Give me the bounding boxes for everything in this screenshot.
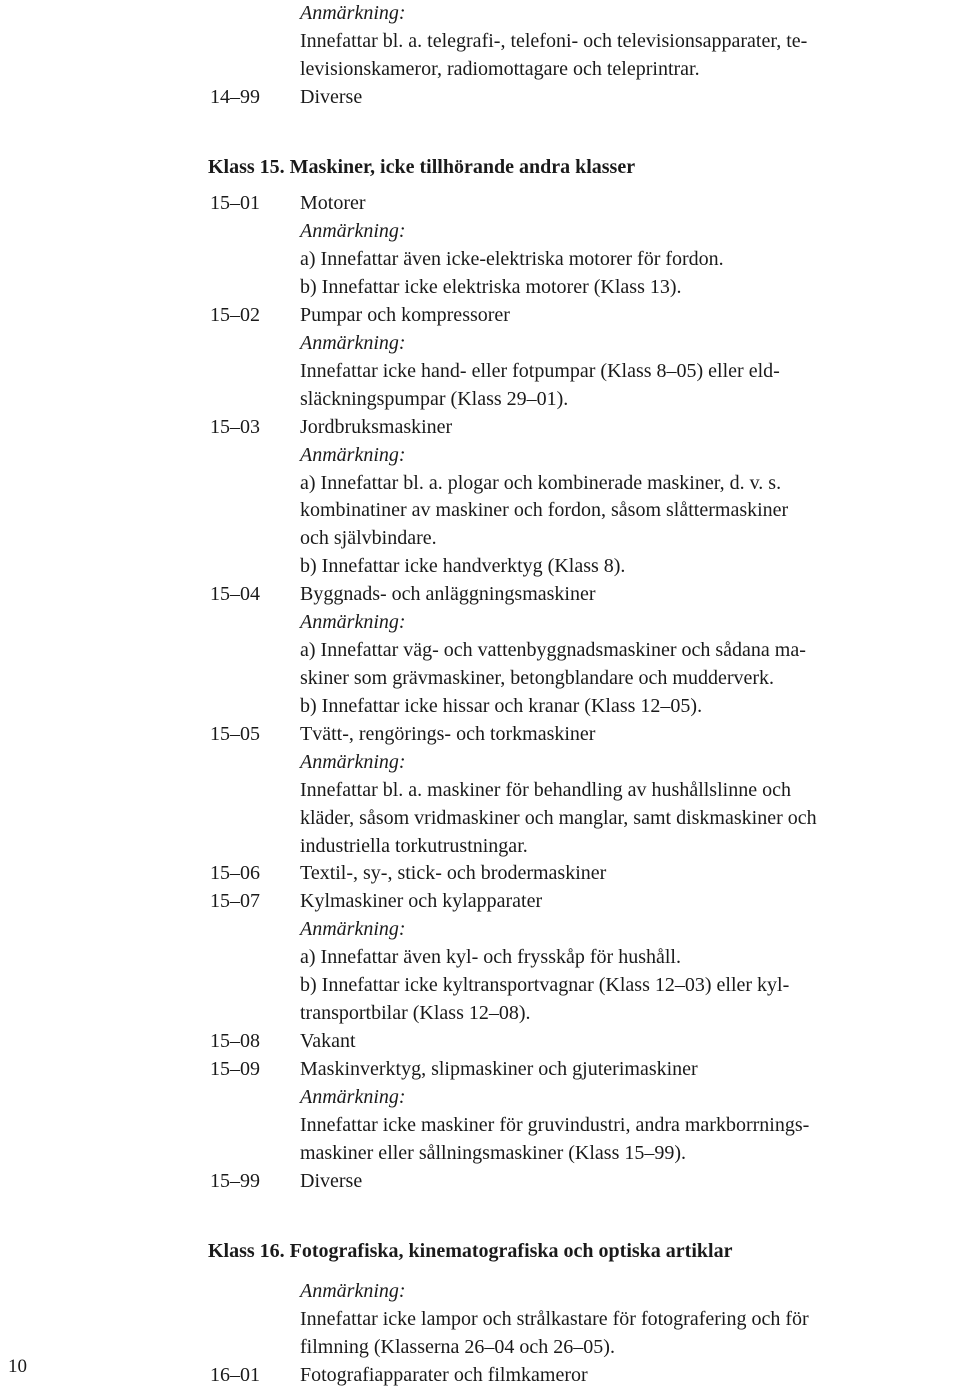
text-line	[0, 695, 960, 723]
note-label: Anmärkning:	[300, 220, 406, 242]
text-line	[0, 360, 960, 388]
note-heading-line	[0, 2, 960, 30]
note-heading-line	[0, 1280, 960, 1308]
entry-title: Pumpar och kompressorer	[300, 304, 510, 326]
entry-title: Maskinverktyg, slipmaskiner och gjuterimaskiner	[300, 1058, 698, 1080]
class-heading	[0, 1240, 960, 1268]
text-line	[0, 276, 960, 304]
entry-code: 15–03	[210, 416, 260, 438]
class-entry	[0, 1030, 960, 1058]
note-text: b) Innefattar icke kyltransportvagnar (Klass 12–03) eller kyl-	[300, 974, 790, 996]
note-text: a) Innefattar väg- och vattenbyggnadsmaskiner och sådana ma-	[300, 639, 806, 661]
note-text: b) Innefattar icke handverktyg (Klass 8).	[300, 555, 626, 577]
note-text: b) Innefattar icke elektriska motorer (Klass 13).	[300, 276, 682, 298]
note-label: Anmärkning:	[300, 751, 406, 773]
class-entry	[0, 890, 960, 918]
class-entry	[0, 1058, 960, 1086]
note-text: Innefattar icke hand- eller fotpumpar (Klass 8–05) eller eld-	[300, 360, 780, 382]
note-label: Anmärkning:	[300, 918, 406, 940]
class-entry	[0, 192, 960, 220]
class-entry	[0, 1170, 960, 1198]
note-text: filmning (Klasserna 26–04 och 26–05).	[300, 1336, 615, 1358]
text-line	[0, 499, 960, 527]
class-entry	[0, 86, 960, 114]
note-text: maskiner eller sållningsmaskiner (Klass 15–99).	[300, 1142, 687, 1164]
note-text: a) Innefattar bl. a. plogar och kombinerade maskiner, d. v. s.	[300, 472, 782, 494]
entry-code: 15–09	[210, 1058, 260, 1080]
text-line	[0, 835, 960, 863]
text-line	[0, 1114, 960, 1142]
note-label: Anmärkning:	[300, 444, 406, 466]
note-text: släckningspumpar (Klass 29–01).	[300, 388, 569, 410]
note-heading-line	[0, 1086, 960, 1114]
note-text: transportbilar (Klass 12–08).	[300, 1002, 531, 1024]
text-line	[0, 472, 960, 500]
entry-title: Diverse	[300, 86, 363, 108]
note-text: kombinatiner av maskiner och fordon, såsom slåttermaskiner	[300, 499, 789, 521]
text-line	[0, 527, 960, 555]
note-text: Innefattar icke lampor och strålkastare för fotografering och för	[300, 1308, 809, 1330]
entry-title: Vakant	[300, 1030, 356, 1052]
entry-title: Byggnads- och anläggningsmaskiner	[300, 583, 596, 605]
note-text: Innefattar bl. a. maskiner för behandling av hushållslinne och	[300, 779, 791, 801]
entry-code: 15–02	[210, 304, 260, 326]
entry-code: 15–06	[210, 862, 260, 884]
text-line	[0, 555, 960, 583]
entry-code: 15–08	[210, 1030, 260, 1052]
entry-code: 16–01	[210, 1364, 260, 1386]
class-entry	[0, 723, 960, 751]
class-entry	[0, 1364, 960, 1392]
text-line	[0, 30, 960, 58]
text-line	[0, 974, 960, 1002]
text-line	[0, 946, 960, 974]
note-text: a) Innefattar även icke-elektriska motorer för fordon.	[300, 248, 724, 270]
note-text: a) Innefattar även kyl- och frysskåp för hushåll.	[300, 946, 681, 968]
note-text: Innefattar bl. a. telegrafi-, telefoni- och televisionsapparater, te-	[300, 30, 808, 52]
entry-title: Jordbruksmaskiner	[300, 416, 453, 438]
class-entry	[0, 862, 960, 890]
note-heading-line	[0, 332, 960, 360]
class-entry	[0, 583, 960, 611]
entry-code: 15–07	[210, 890, 260, 912]
class-heading	[0, 156, 960, 184]
text-line	[0, 779, 960, 807]
entry-title: Diverse	[300, 1170, 363, 1192]
note-text: Innefattar icke maskiner för gruvindustri, andra markborrnings-	[300, 1114, 810, 1136]
page-number: 10	[8, 1356, 27, 1377]
text-line	[0, 388, 960, 416]
entry-title: Fotografiapparater och filmkameror	[300, 1364, 588, 1386]
entry-code: 15–05	[210, 723, 260, 745]
class-heading-text: Klass 16. Fotografiska, kinematografiska och optiska artiklar	[208, 1240, 733, 1262]
entry-title: Motorer	[300, 192, 366, 214]
text-line	[0, 1336, 960, 1364]
note-text: b) Innefattar icke hissar och kranar (Klass 12–05).	[300, 695, 703, 717]
text-line	[0, 667, 960, 695]
note-text: skiner som grävmaskiner, betongblandare och mudderverk.	[300, 667, 775, 689]
text-line	[0, 58, 960, 86]
note-heading-line	[0, 611, 960, 639]
entry-code: 14–99	[210, 86, 260, 108]
note-label: Anmärkning:	[300, 2, 406, 24]
note-heading-line	[0, 751, 960, 779]
note-text: levisionskameror, radiomottagare och teleprintrar.	[300, 58, 700, 80]
text-line	[0, 807, 960, 835]
class-entry	[0, 304, 960, 332]
class-heading-text: Klass 15. Maskiner, icke tillhörande andra klasser	[208, 156, 636, 178]
text-line	[0, 639, 960, 667]
entry-code: 15–04	[210, 583, 260, 605]
text-line	[0, 1142, 960, 1170]
note-text: kläder, såsom vridmaskiner och manglar, samt diskmaskiner och	[300, 807, 817, 829]
text-line	[0, 248, 960, 276]
class-entry	[0, 416, 960, 444]
note-label: Anmärkning:	[300, 332, 406, 354]
entry-code: 15–01	[210, 192, 260, 214]
entry-title: Textil-, sy-, stick- och brodermaskiner	[300, 862, 607, 884]
entry-code: 15–99	[210, 1170, 260, 1192]
note-label: Anmärkning:	[300, 1086, 406, 1108]
text-line	[0, 1002, 960, 1030]
note-label: Anmärkning:	[300, 611, 406, 633]
note-text: industriella torkutrustningar.	[300, 835, 528, 857]
note-heading-line	[0, 918, 960, 946]
entry-title: Kylmaskiner och kylapparater	[300, 890, 543, 912]
note-label: Anmärkning:	[300, 1280, 406, 1302]
text-line	[0, 1308, 960, 1336]
note-heading-line	[0, 444, 960, 472]
entry-title: Tvätt-, rengörings- och torkmaskiner	[300, 723, 596, 745]
note-text: och självbindare.	[300, 527, 437, 549]
note-heading-line	[0, 220, 960, 248]
